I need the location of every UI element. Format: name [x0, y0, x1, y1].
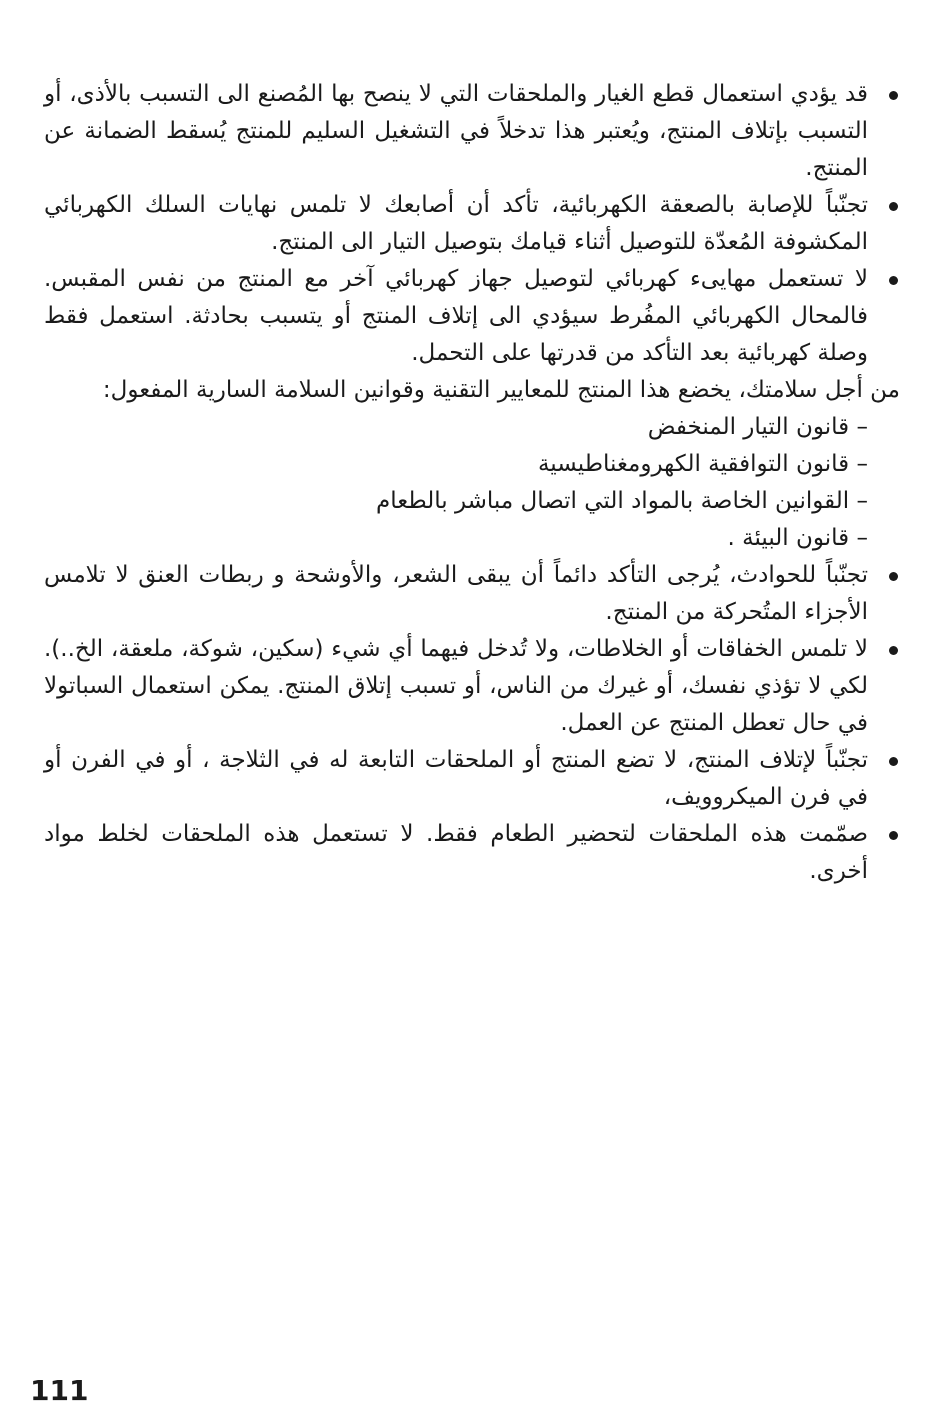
- bullet-text: تجنّباً للحوادث، يُرجى التأكد دائماً أن يبقى الشعر، والأوشحة و ربطات العنق لا تلامس الأجزاء المتُحركة من المنتج.: [44, 562, 868, 625]
- list-item: [44, 816, 900, 890]
- regulation-item: – قانون التوافقية الكهرومغناطيسية: [44, 446, 868, 483]
- bullet-dot: [889, 646, 898, 655]
- bullet-text: قد يؤدي استعمال قطع الغيار والملحقات التي لا ينصح بها المُصنع الى التسبب بالأذى، أو التسبب بإتلاف المنتج، ويُعتبر هذا تدخلاً في التشغيل السليم للمنتج يُسقط الضمانة عن المنتج.: [44, 81, 868, 181]
- list-item: [44, 187, 900, 261]
- bullet-dot: [889, 91, 898, 100]
- list-item: [44, 557, 900, 631]
- bullet-text: تجنّباً للإصابة بالصعقة الكهربائية، تأكد أن أصابعك لا تلمس نهايات السلك الكهربائي المكشوفة المُعدّة للتوصيل أثناء قيامك بتوصيل التيار الى المنتج.: [44, 192, 868, 255]
- regulation-item: – القوانين الخاصة بالمواد التي اتصال مباشر بالطعام: [44, 483, 868, 520]
- page-number: 111: [30, 1374, 89, 1407]
- bullet-text: لا تستعمل مهايىء كهربائي لتوصيل جهاز كهربائي آخر مع المنتج من نفس المقبس. فالمحال الكهربائي المفُرط سيؤدي الى إتلاف المنتج أو يتسبب بحادثة. استعمل فقط وصلة كهربائية بعد التأكد من قدرتها على التحمل.: [44, 266, 868, 366]
- regulation-item: – قانون التيار المنخفض: [44, 409, 868, 446]
- bullet-dot: [889, 202, 898, 211]
- bullet-dot: [889, 572, 898, 581]
- bullet-dot: [889, 831, 898, 840]
- bullet-text: لا تلمس الخفاقات أو الخلاطات، ولا تُدخل فيهما أي شيء (سكين، شوكة، ملعقة، الخ..). لكي لا تؤذي نفسك، أو غيرك من الناس، أو تسبب إتلاق المنتج. يمكن استعمال السباتولا في حال تعطل المنتج عن العمل.: [44, 636, 868, 736]
- safety-bullets-bottom: [44, 557, 900, 890]
- regulations-intro: من أجل سلامتك، يخضع هذا المنتج للمعايير التقنية وقوانين السلامة السارية المفعول:: [102, 377, 900, 403]
- bullet-text: تجنّباً لإتلاف المنتج، لا تضع المنتج أو الملحقات التابعة له في الثلاجة ، أو في الفرن أو في فرن الميكروويف،: [44, 747, 868, 810]
- bullet-dot: [889, 276, 898, 285]
- list-item: [44, 742, 900, 816]
- list-item: [44, 631, 900, 742]
- regulations-list: [44, 409, 900, 557]
- list-item: [44, 261, 900, 372]
- instructions-content: [44, 76, 900, 890]
- bullet-dot: [889, 757, 898, 766]
- list-item: [44, 76, 900, 187]
- regulation-item: – قانون البيئة .: [44, 520, 868, 557]
- safety-bullets-top: [44, 76, 900, 372]
- bullet-text: صمّمت هذه الملحقات لتحضير الطعام فقط. لا تستعمل هذه الملحقات لخلط مواد أخرى.: [44, 821, 868, 884]
